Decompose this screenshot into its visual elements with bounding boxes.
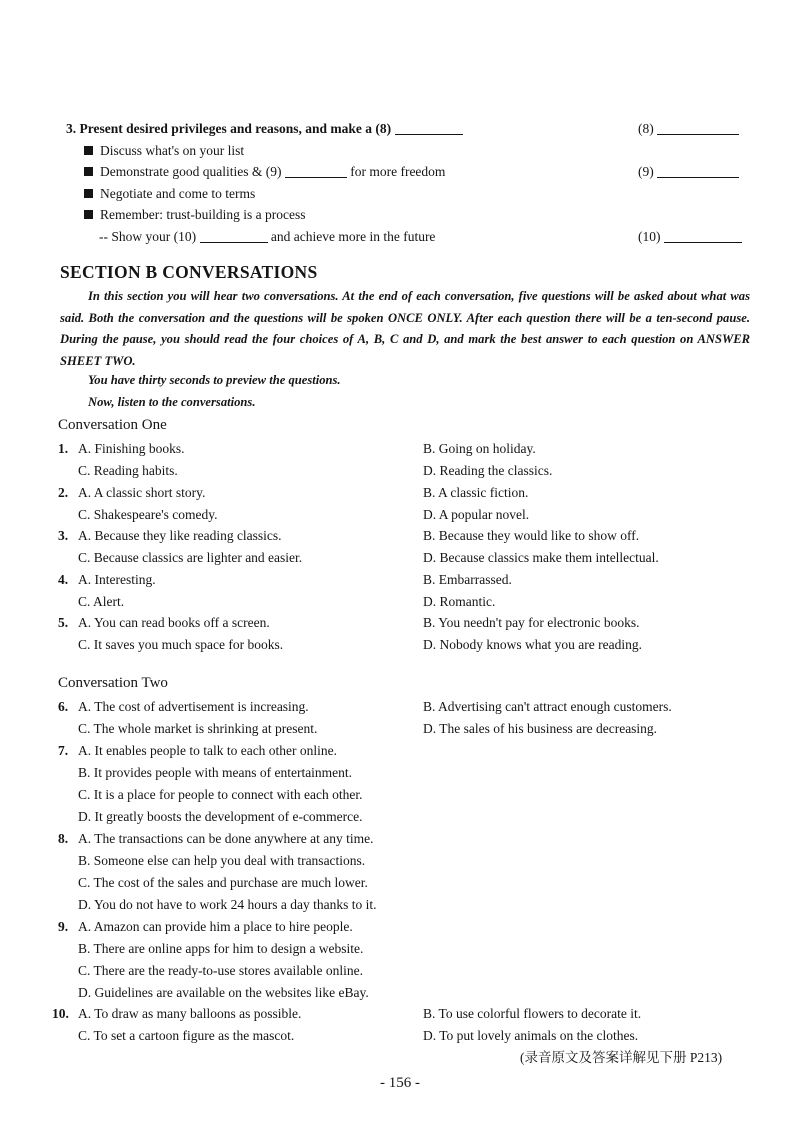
choice-d[interactable]: D. Reading the classics. [423, 463, 553, 478]
listen-instruction: Now, listen to the conversations. [88, 395, 256, 409]
blank-8-inline[interactable] [395, 120, 463, 135]
notes-block [66, 118, 756, 247]
notes-bullet-2-text: Demonstrate good qualities & (9) [100, 164, 282, 179]
square-bullet-icon [84, 210, 93, 219]
choice-d[interactable]: D. It greatly boosts the development of e-commerce. [78, 809, 363, 824]
notes-item-3-text: 3. Present desired privileges and reasons, and make a (8) [66, 121, 392, 136]
section-instructions: In this section you will hear two conversations. At the end of each conversation, five questions will be asked about what was said. Both the conversation and the questions will be spoken ONCE ONLY. After each question there will be a ten-second pause. During the pause, you should read the four choices of A, B, C and D, and mark the best answer to each question on ANSWER SHEET TWO. [60, 289, 750, 368]
blank-9-inline[interactable] [285, 163, 347, 178]
notes-bullet-1-text: Discuss what's on your list [100, 142, 245, 158]
question-number: 6. [58, 699, 69, 714]
notes-dash-1-text: -- Show your (10) [99, 228, 197, 244]
question-number: 9. [58, 919, 69, 934]
choice-b[interactable]: B. Because they would like to show off. [423, 528, 640, 543]
choice-a[interactable]: A. A classic short story. [78, 485, 206, 500]
choice-a[interactable]: A. It enables people to talk to each other online. [78, 743, 338, 758]
question-number: 2. [58, 485, 69, 500]
answer-reference-note: (录音原文及答案详解见下册 P213) [520, 1050, 723, 1065]
choice-c[interactable]: C. Because classics are lighter and easier. [78, 550, 303, 565]
choice-b[interactable]: B. You needn't pay for electronic books. [423, 615, 640, 630]
notes-bullet-4 [66, 204, 756, 226]
conversation-two-title: Conversation Two [58, 675, 168, 691]
choice-a[interactable]: A. Amazon can provide him a place to hire people. [78, 919, 353, 934]
choice-a[interactable]: A. Interesting. [78, 572, 156, 587]
question-number: 1. [58, 441, 69, 456]
answer-label-10: (10) [638, 228, 661, 244]
choice-c[interactable]: C. It saves you much space for books. [78, 637, 284, 652]
choice-a[interactable]: A. The cost of advertisement is increasing. [78, 699, 309, 714]
choice-c[interactable]: C. The whole market is shrinking at present. [78, 721, 318, 736]
choice-d[interactable]: D. You do not have to work 24 hours a day thanks to it. [78, 897, 377, 912]
choice-b[interactable]: B. Embarrassed. [423, 572, 512, 587]
answer-blank-8[interactable] [657, 120, 739, 135]
question-number: 3. [58, 528, 69, 543]
choice-c[interactable]: C. Alert. [78, 594, 125, 609]
square-bullet-icon [84, 189, 93, 198]
answer-blank-9[interactable] [657, 163, 739, 178]
section-title: SECTION B CONVERSATIONS [60, 262, 318, 282]
answer-label-8: (8) [638, 121, 654, 136]
question-number: 8. [58, 831, 69, 846]
choice-c[interactable]: C. Shakespeare's comedy. [78, 507, 218, 522]
question-number: 10. [52, 1006, 69, 1021]
notes-bullet-2 [66, 161, 756, 183]
choice-d[interactable]: D. Because classics make them intellectual. [423, 550, 659, 565]
notes-bullet-4-text: Remember: trust-building is a process [100, 207, 306, 222]
choice-a[interactable]: A. You can read books off a screen. [78, 615, 270, 630]
choice-b[interactable]: B. To use colorful flowers to decorate it. [423, 1006, 642, 1021]
page-number: - 156 - [380, 1075, 420, 1091]
choice-c[interactable]: C. There are the ready-to-use stores available online. [78, 963, 364, 978]
choice-d[interactable]: D. To put lovely animals on the clothes. [423, 1028, 639, 1043]
choice-a[interactable]: A. Finishing books. [78, 441, 185, 456]
choice-b[interactable]: B. Advertising can't attract enough customers. [423, 699, 672, 714]
choice-c[interactable]: C. It is a place for people to connect with each other. [78, 787, 363, 802]
conversation-one-title: Conversation One [58, 417, 167, 433]
choice-c[interactable]: C. The cost of the sales and purchase are much lower. [78, 875, 368, 890]
choice-d[interactable]: D. The sales of his business are decreasing. [423, 721, 658, 736]
question-number: 4. [58, 572, 69, 587]
choice-d[interactable]: D. Guidelines are available on the websites like eBay. [78, 985, 369, 1000]
answer-label-9: (9) [638, 164, 654, 179]
choice-d[interactable]: D. A popular novel. [423, 507, 530, 522]
square-bullet-icon [84, 146, 93, 155]
choice-b[interactable]: B. Someone else can help you deal with transactions. [78, 853, 366, 868]
notes-bullet-1 [66, 140, 756, 162]
choice-d[interactable]: D. Romantic. [423, 594, 496, 609]
blank-10-inline[interactable] [200, 228, 268, 243]
choice-c[interactable]: C. Reading habits. [78, 463, 178, 478]
choice-a[interactable]: A. The transactions can be done anywhere at any time. [78, 831, 374, 846]
notes-bullet-3-text: Negotiate and come to terms [100, 185, 256, 201]
choice-b[interactable]: B. A classic fiction. [423, 485, 529, 500]
answer-blank-10[interactable] [664, 228, 742, 243]
notes-dash-1-suffix: and achieve more in the future [270, 228, 436, 244]
choice-a[interactable]: A. To draw as many balloons as possible. [78, 1006, 302, 1021]
choice-b[interactable]: B. Going on holiday. [423, 441, 536, 456]
question-number: 7. [58, 743, 69, 758]
question-number: 5. [58, 615, 69, 630]
choice-d[interactable]: D. Nobody knows what you are reading. [423, 637, 642, 652]
square-bullet-icon [84, 167, 93, 176]
preview-instruction: You have thirty seconds to preview the questions. [88, 373, 341, 387]
notes-item-3 [66, 118, 756, 140]
notes-dash-1 [66, 226, 756, 248]
choice-a[interactable]: A. Because they like reading classics. [78, 528, 282, 543]
choice-b[interactable]: B. It provides people with means of entertainment. [78, 765, 353, 780]
notes-bullet-3 [66, 183, 756, 205]
notes-bullet-2-suffix: for more freedom [350, 164, 446, 179]
choice-c[interactable]: C. To set a cartoon figure as the mascot. [78, 1028, 295, 1043]
choice-b[interactable]: B. There are online apps for him to design a website. [78, 941, 364, 956]
